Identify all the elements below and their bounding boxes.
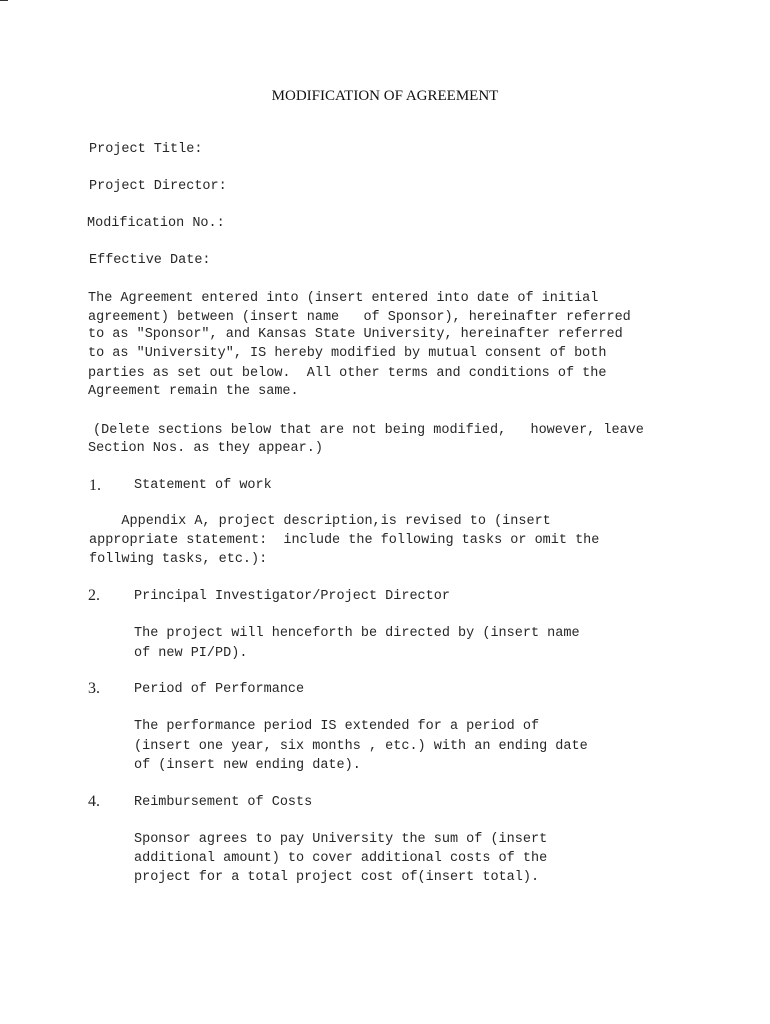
note-line: Section Nos. as they appear.) bbox=[88, 441, 323, 456]
section-body-line: project for a total project cost of(insert total). bbox=[134, 870, 540, 885]
intro-line: parties as set out below. All other terms and conditions of the bbox=[88, 366, 607, 381]
section-body-line: of (insert new ending date). bbox=[134, 758, 361, 773]
note-line: (Delete sections below that are not being modified, however, leave bbox=[93, 423, 644, 438]
intro-line: to as "University", IS hereby modified by mutual consent of both bbox=[88, 346, 607, 361]
project-director-label: Project Director: bbox=[89, 179, 227, 194]
section-body-line: of new PI/PD). bbox=[134, 646, 248, 661]
section-body-line: The project will henceforth be directed by (insert name bbox=[134, 626, 580, 641]
section-body-line: appropriate statement: include the following tasks or omit the bbox=[89, 533, 600, 548]
section-body-line: Appendix A, project description,is revised to (insert bbox=[89, 514, 551, 529]
intro-line: Agreement remain the same. bbox=[88, 384, 299, 399]
section-body-line: follwing tasks, etc.): bbox=[89, 552, 268, 567]
section-number: 2. bbox=[88, 587, 100, 604]
section-body-line: additional amount) to cover additional costs of the bbox=[134, 851, 548, 866]
corner-mark bbox=[0, 0, 8, 1]
intro-line: to as "Sponsor", and Kansas State University, hereinafter referred bbox=[88, 327, 623, 342]
intro-line: The Agreement entered into (insert entered into date of initial bbox=[88, 291, 599, 306]
section-heading: Principal Investigator/Project Director bbox=[134, 589, 450, 604]
project-title-label: Project Title: bbox=[89, 142, 203, 157]
section-number: 3. bbox=[88, 680, 100, 697]
section-number: 4. bbox=[88, 793, 100, 810]
section-body-line: (insert one year, six months , etc.) with an ending date bbox=[134, 739, 588, 754]
section-heading: Reimbursement of Costs bbox=[134, 795, 313, 810]
document-title: MODIFICATION OF AGREEMENT bbox=[271, 88, 499, 104]
section-body-line: Sponsor agrees to pay University the sum of (insert bbox=[134, 832, 548, 847]
modification-no-label: Modification No.: bbox=[87, 216, 225, 231]
section-heading: Statement of work bbox=[134, 478, 272, 493]
section-body-line: The performance period IS extended for a period of bbox=[134, 719, 540, 734]
effective-date-label: Effective Date: bbox=[89, 253, 211, 268]
intro-line: agreement) between (insert name of Sponsor), hereinafter referred bbox=[88, 310, 631, 325]
section-heading: Period of Performance bbox=[134, 682, 305, 697]
section-number: 1. bbox=[89, 477, 101, 494]
